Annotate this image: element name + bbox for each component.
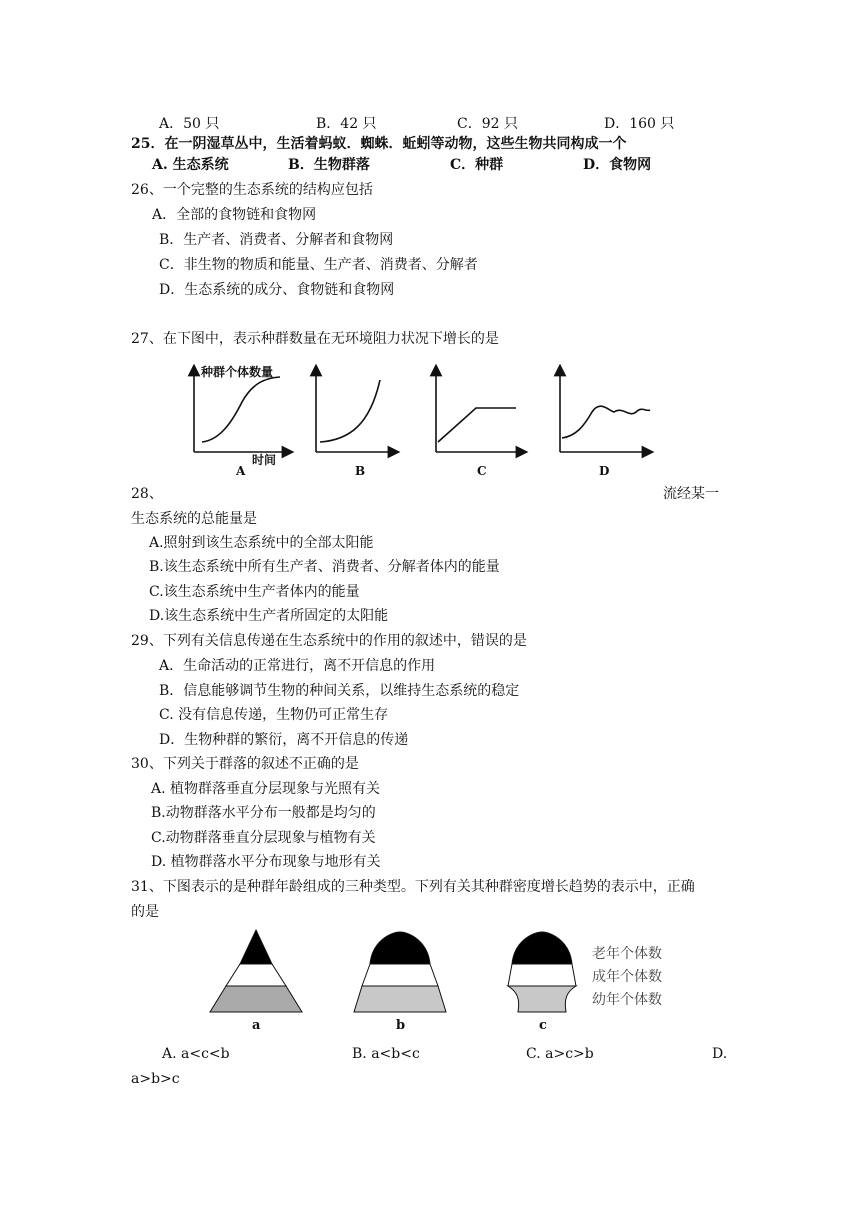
q29-option-a: A．生命活动的正常进行，离不开信息的作用 (159, 658, 436, 674)
q25-stem: 25．在一阴湿草丛中，生活着蚂蚁．蜘蛛．蚯蚓等动物，这些生物共同构成一个 (131, 136, 627, 152)
q31-label-a: a (252, 1018, 261, 1033)
q31-stem-line1: 31、下图表示的是种群年龄组成的三种类型。下列有关其种群密度增长趋势的表示中，正确 (131, 879, 695, 895)
q26-option-b: B．生产者、消费者、分解者和食物网 (159, 232, 394, 248)
q27-stem: 27、在下图中，表示种群数量在无环境阻力状况下增长的是 (131, 331, 499, 347)
q30-option-d: D. 植物群落水平分布现象与地形有关 (151, 854, 381, 870)
q30-option-b: B.动物群落水平分布一般都是均匀的 (151, 805, 376, 821)
q29-option-b: B．信息能够调节生物的种间关系，以维持生态系统的稳定 (159, 683, 520, 699)
q27-growth-curves-figure (180, 364, 660, 476)
q26-option-d: D．生态系统的成分、食物链和食物网 (159, 282, 395, 298)
q28-option-d: D.该生态系统中生产者所固定的太阳能 (149, 608, 389, 624)
pyramid-c (508, 932, 576, 1012)
q28-option-b: B.该生态系统中所有生产者、消费者、分解者体内的能量 (149, 559, 500, 575)
q29-option-d: D．生物种群的繁衍，离不开信息的传递 (159, 732, 409, 748)
pyramid-b (354, 932, 446, 1012)
q29-option-c: C. 没有信息传递，生物仍可正常生存 (159, 707, 389, 723)
q28-stem-line2: 生态系统的总能量是 (131, 511, 257, 527)
q30-option-a: A. 植物群落垂直分层现象与光照有关 (151, 781, 381, 797)
pyramid-a (210, 930, 302, 1012)
q26-stem: 26、一个完整的生态系统的结构应包括 (131, 182, 373, 198)
q27-ylabel: 种群个体数量 (201, 365, 274, 379)
q31-legend-adult: 成年个体数 (592, 969, 662, 985)
q25-option-b: B．生物群落 (288, 157, 370, 173)
q31-option-c: C. a>c>b (526, 1046, 594, 1062)
q24-option-b: B．42 只 (316, 116, 377, 132)
q31-option-d-value: a>b>c (131, 1071, 180, 1087)
q28-option-c: C.该生态系统中生产者体内的能量 (149, 584, 360, 600)
q31-option-b: B. a<b<c (352, 1046, 420, 1062)
q31-stem-line2: 的是 (131, 904, 159, 920)
q27-xlabel: 时间 (252, 453, 277, 467)
q31-legend-old: 老年个体数 (592, 946, 662, 962)
q27-label-c: C (477, 464, 487, 476)
q24-option-c: C．92 只 (457, 116, 518, 132)
q27-label-a: A (236, 464, 246, 476)
q27-label-b: B (355, 464, 366, 476)
q30-option-c: C.动物群落垂直分层现象与植物有关 (151, 830, 376, 846)
q27-label-d: D (599, 464, 610, 476)
q31-label-b: b (396, 1018, 406, 1033)
q24-option-a: A．50 只 (159, 116, 220, 132)
q29-stem: 29、下列有关信息传递在生态系统中的作用的叙述中，错误的是 (131, 633, 527, 649)
q25-option-d: D．食物网 (583, 157, 652, 173)
q28-stem-tail: 流经某一 (663, 486, 719, 502)
q28-number: 28、 (131, 486, 163, 502)
q30-stem: 30、下列关于群落的叙述不正确的是 (131, 756, 359, 772)
q24-option-d: D．160 只 (604, 116, 675, 132)
q25-option-a: A. 生态系统 (152, 157, 229, 173)
q25-option-c: C．种群 (450, 157, 504, 173)
q26-option-c: C．非生物的物质和能量、生产者、消费者、分解者 (159, 257, 478, 273)
q31-age-structure-figure (200, 922, 700, 1034)
q31-option-d: D. (712, 1046, 728, 1062)
q31-option-a: A. a<c<b (162, 1046, 230, 1062)
q28-option-a: A.照射到该生态系统中的全部太阳能 (149, 535, 374, 551)
q31-label-c: c (539, 1018, 547, 1033)
q31-legend-young: 幼年个体数 (592, 992, 662, 1008)
q26-option-a: A．全部的食物链和食物网 (152, 207, 317, 223)
